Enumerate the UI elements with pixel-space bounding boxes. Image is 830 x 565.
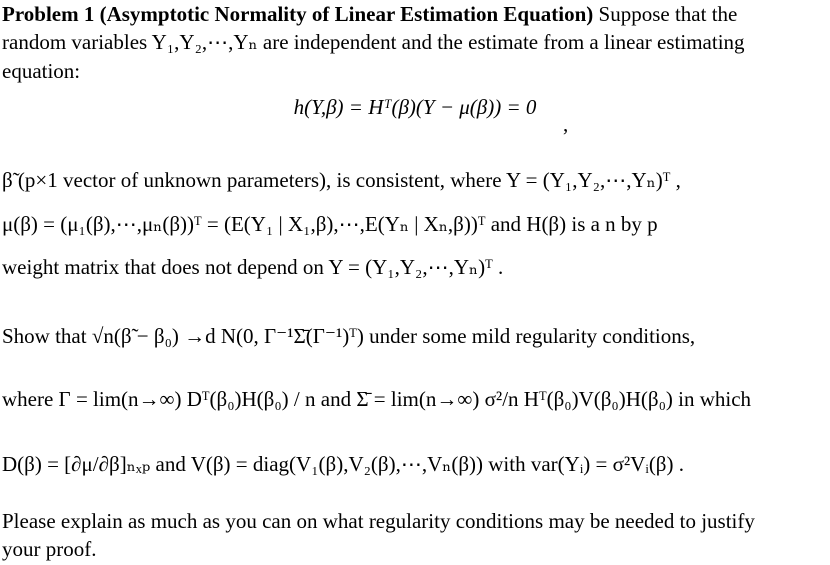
equation-trailing-comma: , xyxy=(563,112,569,136)
show-that-line: Show that √n(β̃ − β₀) →d N(0, Γ⁻¹Σ̄(Γ⁻¹)ᵀ) under some mild regularity conditions, xyxy=(2,324,696,348)
problem-intro-rest: Suppose that the xyxy=(593,2,738,26)
d-and-v-definition-line: D(β) = [∂μ/∂β]ₙₓₚ and V(β) = diag(V₁(β),V₂(β),⋯,Vₙ(β)) with var(Yᵢ) = σ²Vᵢ(β) . xyxy=(2,452,684,476)
problem-title: Problem 1 (Asymptotic Normality of Linear Estimation Equation) xyxy=(2,2,594,26)
weight-matrix-line: weight matrix that does not depend on Y = (Y₁,Y₂,⋯,Yₙ)ᵀ . xyxy=(2,255,504,279)
where-gamma-sigma-line: where Γ = lim(n→∞) Dᵀ(β₀)H(β₀) / n and Σ̄ = lim(n→∞) σ²/n Hᵀ(β₀)V(β₀)H(β₀) in which xyxy=(2,387,752,411)
closing-line-1: Please explain as much as you can on what regularity conditions may be needed to justify xyxy=(2,509,755,533)
mu-definition-line: μ(β) = (μ₁(β),⋯,μₙ(β))ᵀ = (E(Y₁ | X₁,β),⋯,E(Yₙ | Xₙ,β))ᵀ and H(β) is a n by p xyxy=(2,212,658,236)
problem-intro-line-1 xyxy=(2,0,737,28)
problem-intro-line-3: equation: xyxy=(2,59,81,83)
closing-line-2: your proof. xyxy=(2,537,97,561)
problem-intro-line-2: random variables Y₁,Y₂,⋯,Yₙ are independent and the estimate from a linear estimating xyxy=(2,30,745,54)
beta-definition-line: β̃ (p×1 vector of unknown parameters), is consistent, where Y = (Y₁,Y₂,⋯,Yₙ)ᵀ , xyxy=(2,168,681,192)
estimating-equation: h(Y,β) = Hᵀ(β)(Y − μ(β)) = 0 xyxy=(293,95,537,119)
